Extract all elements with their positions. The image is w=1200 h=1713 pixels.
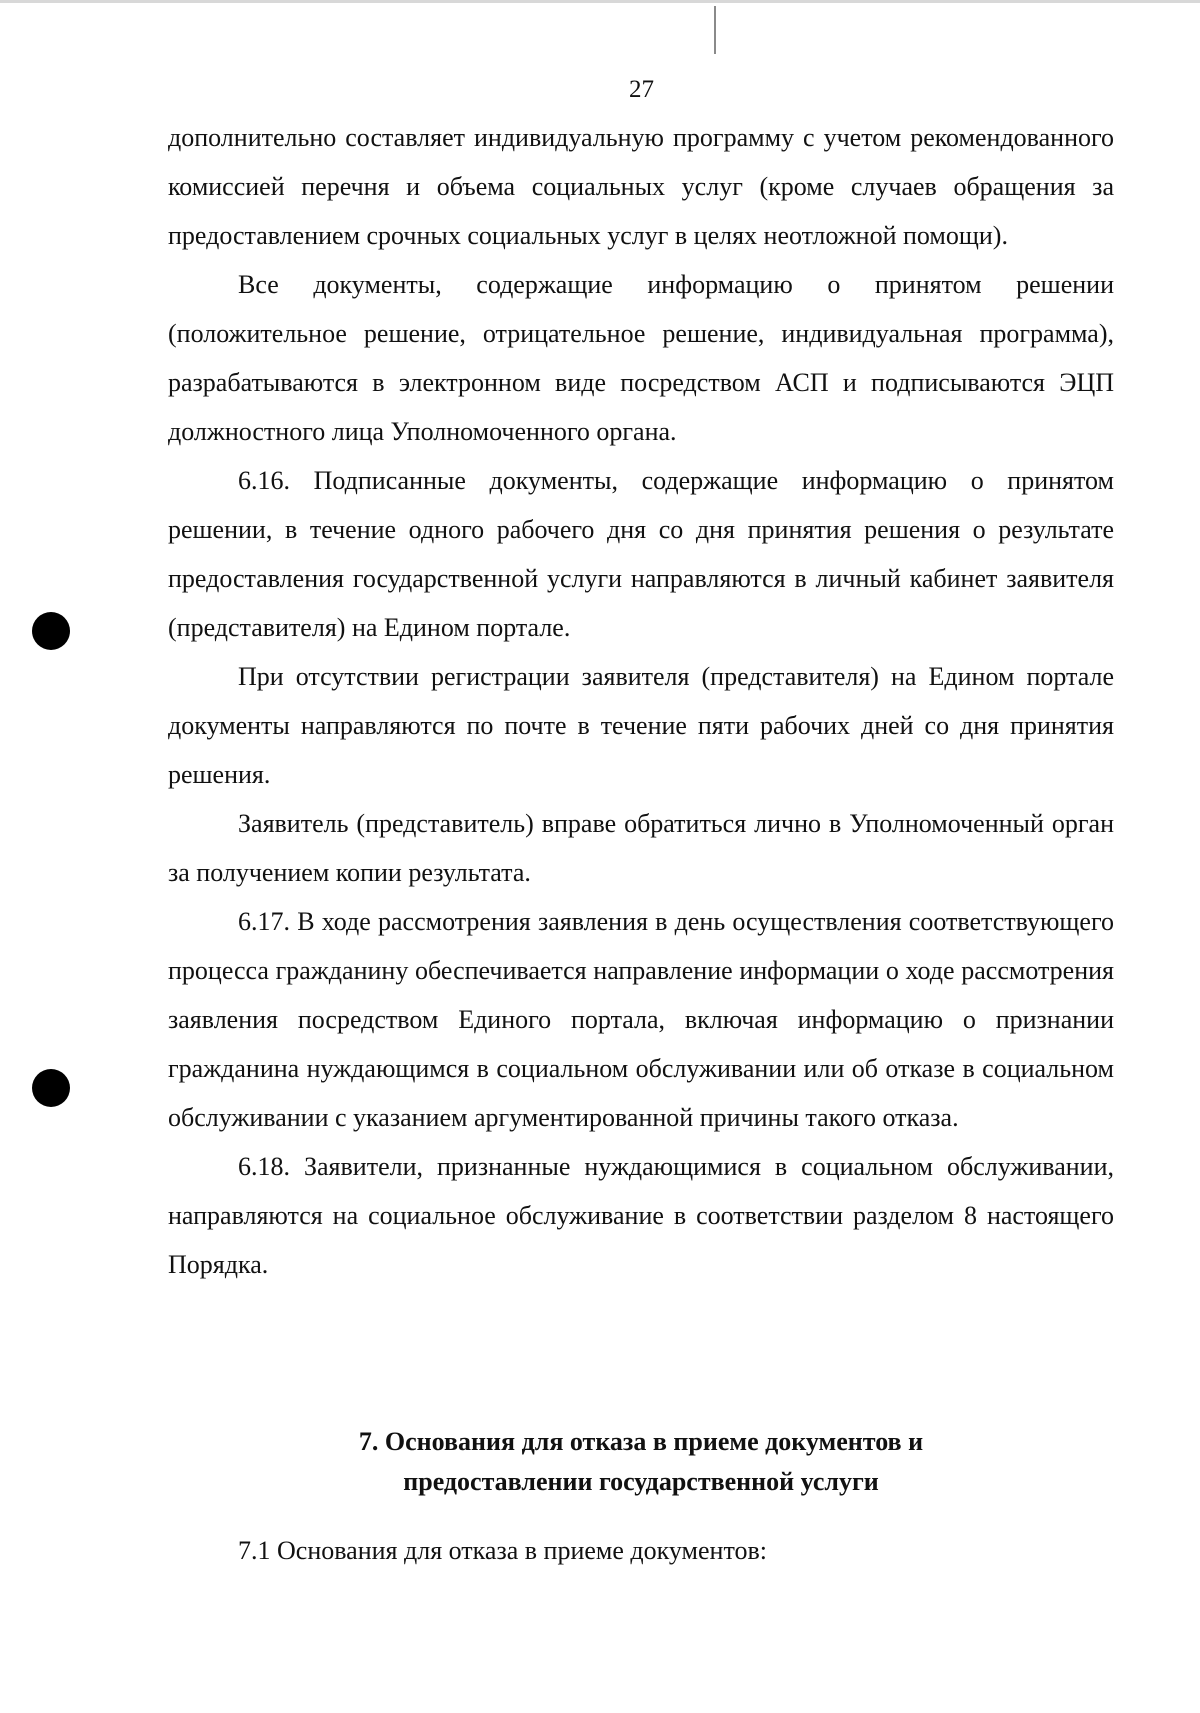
- paragraph: 7.1 Основания для отказа в приеме документов:: [238, 1536, 767, 1565]
- section-heading-line: предоставлении государственной услуги: [403, 1467, 879, 1496]
- paragraph: Все документы, содержащие информацию о принятом решении (положительное решение, отрицательное решение, индивидуальная программа), разрабатываются в электронном виде посредством АСП и подписываются ЭЦП должностного лица Уполномоченного органа.: [168, 270, 1114, 446]
- body-text: [168, 113, 1114, 1289]
- fold-line: [714, 6, 716, 54]
- scan-edge: [0, 0, 1200, 3]
- punch-hole: [32, 612, 70, 650]
- page-number: 27: [629, 76, 654, 103]
- paragraph: Заявитель (представитель) вправе обратиться лично в Уполномоченный орган за получением копии результата.: [168, 809, 1114, 887]
- section-heading: [168, 1422, 1114, 1502]
- section-heading-line: 7. Основания для отказа в приеме документов и: [358, 1427, 924, 1456]
- paragraph: 6.18. Заявители, признанные нуждающимися в социальном обслуживании, направляются на социальное обслуживание в соответствии разделом 8 настоящего Порядка.: [168, 1152, 1114, 1279]
- paragraph: 6.16. Подписанные документы, содержащие информацию о принятом решении, в течение одного рабочего дня со дня принятия решения о результате предоставления государственной услуги направляются в личный кабинет заявителя (представителя) на Едином портале.: [168, 466, 1114, 642]
- paragraph: При отсутствии регистрации заявителя (представителя) на Едином портале документы направляются по почте в течение пяти рабочих дней со дня принятия решения.: [168, 662, 1114, 789]
- paragraph: дополнительно составляет индивидуальную программу с учетом рекомендованного комиссией перечня и объема социальных услуг (кроме случаев обращения за предоставлением срочных социальных услуг в целях неотложной помощи).: [168, 123, 1114, 250]
- punch-hole: [32, 1069, 70, 1107]
- paragraph: 6.17. В ходе рассмотрения заявления в день осуществления соответствующего процесса гражданину обеспечивается направление информации о ходе рассмотрения заявления посредством Единого портала, включая информацию о признании гражданина нуждающимся в социальном обслуживании или об отказе в социальном обслуживании с указанием аргументированной причины такого отказа.: [168, 907, 1114, 1132]
